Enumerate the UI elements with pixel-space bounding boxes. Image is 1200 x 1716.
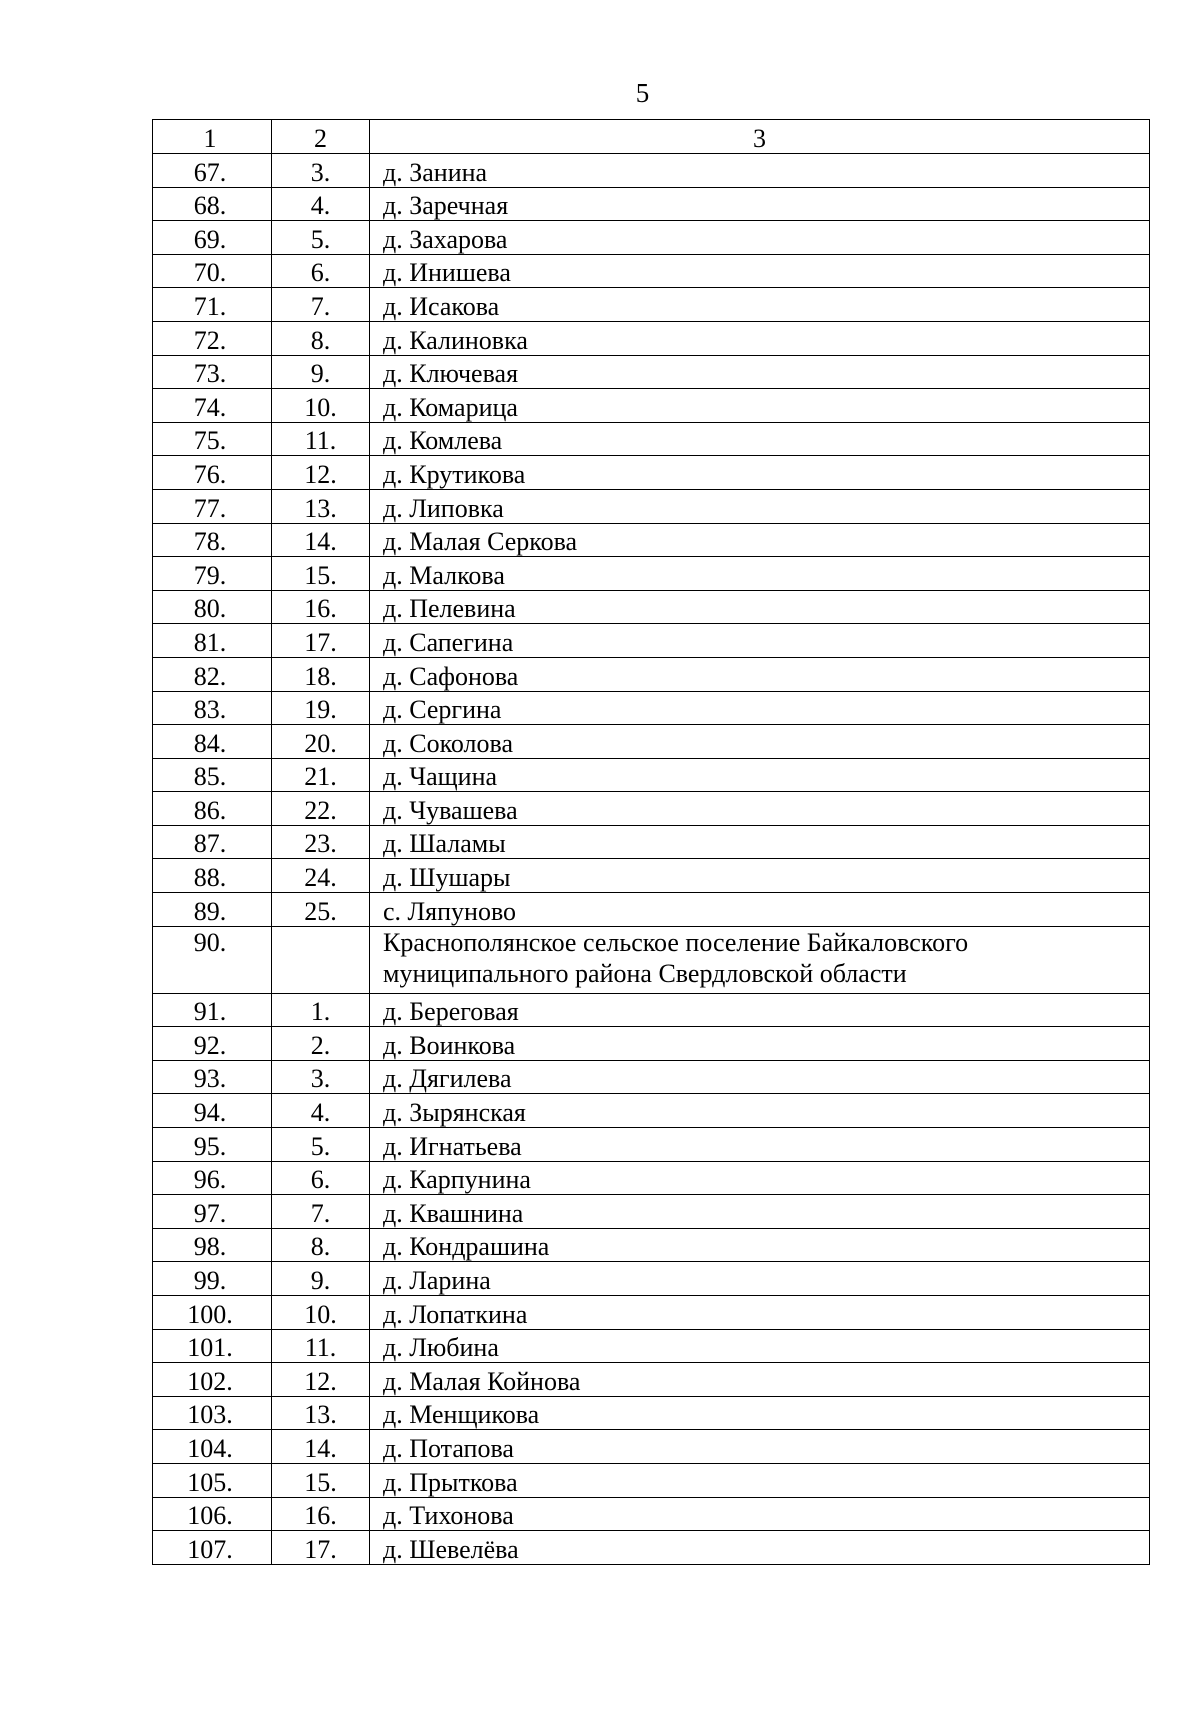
table-row <box>153 859 1150 893</box>
table-row <box>153 624 1150 658</box>
row-number-cell: 91. <box>153 993 272 1027</box>
sub-number-cell: 15. <box>272 1463 370 1497</box>
sub-number-cell: 3. <box>272 154 370 188</box>
sub-number-cell: 13. <box>272 1396 370 1430</box>
row-number-cell: 77. <box>153 489 272 523</box>
row-number-cell: 98. <box>153 1228 272 1262</box>
table-row <box>153 1161 1150 1195</box>
row-number-cell: 69. <box>153 221 272 255</box>
table-row <box>153 1296 1150 1330</box>
settlement-name-cell: д. Занина <box>370 154 1150 188</box>
settlement-name-cell: д. Инишева <box>370 254 1150 288</box>
table-row <box>153 1128 1150 1162</box>
row-number-cell: 67. <box>153 154 272 188</box>
sub-number-cell: 15. <box>272 557 370 591</box>
header-cell-2: 2 <box>272 120 370 154</box>
row-number-cell: 89. <box>153 893 272 927</box>
sub-number-cell: 7. <box>272 1195 370 1229</box>
sub-number-cell: 25. <box>272 893 370 927</box>
sub-number-cell: 20. <box>272 725 370 759</box>
sub-number-cell: 14. <box>272 523 370 557</box>
settlement-name-cell: д. Менщикова <box>370 1396 1150 1430</box>
table-row <box>153 725 1150 759</box>
sub-number-cell: 12. <box>272 456 370 490</box>
table-header-row <box>153 120 1150 154</box>
row-number-cell: 100. <box>153 1296 272 1330</box>
settlement-name-cell: д. Сафонова <box>370 657 1150 691</box>
table-row <box>153 590 1150 624</box>
table-row <box>153 893 1150 927</box>
settlement-name-cell: д. Малая Серкова <box>370 523 1150 557</box>
settlement-name-cell: д. Воинкова <box>370 1027 1150 1061</box>
sub-number-cell: 8. <box>272 1228 370 1262</box>
sub-number-cell: 9. <box>272 355 370 389</box>
row-number-cell: 95. <box>153 1128 272 1162</box>
row-number-cell: 73. <box>153 355 272 389</box>
settlement-name-cell: д. Крутикова <box>370 456 1150 490</box>
row-number-cell: 102. <box>153 1363 272 1397</box>
sub-number-cell: 4. <box>272 1094 370 1128</box>
sub-number-cell: 19. <box>272 691 370 725</box>
table-row <box>153 1094 1150 1128</box>
sub-number-cell: 12. <box>272 1363 370 1397</box>
settlement-name-cell: д. Пелевина <box>370 590 1150 624</box>
sub-number-cell: 16. <box>272 1497 370 1531</box>
table-row <box>153 221 1150 255</box>
row-number-cell: 86. <box>153 792 272 826</box>
table-row <box>153 1531 1150 1565</box>
settlement-name-cell: д. Исакова <box>370 288 1150 322</box>
row-number-cell: 94. <box>153 1094 272 1128</box>
settlement-name-cell: д. Потапова <box>370 1430 1150 1464</box>
table-row <box>153 993 1150 1027</box>
sub-number-cell: 6. <box>272 1161 370 1195</box>
row-number-cell: 83. <box>153 691 272 725</box>
row-number-cell: 103. <box>153 1396 272 1430</box>
settlement-name-cell: д. Кондрашина <box>370 1228 1150 1262</box>
row-number-cell: 105. <box>153 1463 272 1497</box>
table-row <box>153 557 1150 591</box>
settlement-name-cell: д. Комарица <box>370 389 1150 423</box>
settlement-name-cell: д. Карпунина <box>370 1161 1150 1195</box>
row-number-cell: 68. <box>153 187 272 221</box>
table-row <box>153 1262 1150 1296</box>
sub-number-cell <box>272 926 370 993</box>
row-number-cell: 70. <box>153 254 272 288</box>
row-number-cell: 104. <box>153 1430 272 1464</box>
row-number-cell: 84. <box>153 725 272 759</box>
table-row <box>153 523 1150 557</box>
row-number-cell: 72. <box>153 321 272 355</box>
sub-number-cell: 7. <box>272 288 370 322</box>
row-number-cell: 87. <box>153 825 272 859</box>
settlement-name-cell: д. Комлева <box>370 422 1150 456</box>
sub-number-cell: 5. <box>272 1128 370 1162</box>
table-row <box>153 489 1150 523</box>
table-row <box>153 792 1150 826</box>
table-row <box>153 1363 1150 1397</box>
row-number-cell: 96. <box>153 1161 272 1195</box>
settlement-name-cell: д. Ларина <box>370 1262 1150 1296</box>
settlement-name-cell: д. Лопаткина <box>370 1296 1150 1330</box>
sub-number-cell: 21. <box>272 758 370 792</box>
row-number-cell: 71. <box>153 288 272 322</box>
sub-number-cell: 10. <box>272 389 370 423</box>
table-row <box>153 422 1150 456</box>
row-number-cell: 107. <box>153 1531 272 1565</box>
settlement-name-cell: д. Соколова <box>370 725 1150 759</box>
sub-number-cell: 18. <box>272 657 370 691</box>
settlement-name-cell: с. Ляпуново <box>370 893 1150 927</box>
table-row <box>153 288 1150 322</box>
table-row <box>153 691 1150 725</box>
sub-number-cell: 14. <box>272 1430 370 1464</box>
sub-number-cell: 3. <box>272 1060 370 1094</box>
settlement-name-cell: д. Заречная <box>370 187 1150 221</box>
header-cell-1: 1 <box>153 120 272 154</box>
table-row <box>153 154 1150 188</box>
settlements-table <box>152 119 1150 1565</box>
settlement-name-cell: д. Шевелёва <box>370 1531 1150 1565</box>
table-row <box>153 1195 1150 1229</box>
table-row <box>153 389 1150 423</box>
row-number-cell: 81. <box>153 624 272 658</box>
settlement-name-cell: д. Калиновка <box>370 321 1150 355</box>
row-number-cell: 79. <box>153 557 272 591</box>
table-row <box>153 187 1150 221</box>
row-number-cell: 80. <box>153 590 272 624</box>
settlement-name-cell: д. Малая Койнова <box>370 1363 1150 1397</box>
settlement-name-cell: д. Захарова <box>370 221 1150 255</box>
table-row <box>153 1463 1150 1497</box>
settlement-name-cell: Краснополянское сельское поселение Байкаловского муниципального района Свердловской области <box>370 926 1150 993</box>
sub-number-cell: 17. <box>272 1531 370 1565</box>
table-row <box>153 825 1150 859</box>
table-row <box>153 321 1150 355</box>
table-row <box>153 254 1150 288</box>
table-row <box>153 758 1150 792</box>
table-row <box>153 1060 1150 1094</box>
row-number-cell: 85. <box>153 758 272 792</box>
settlement-name-cell: д. Прыткова <box>370 1463 1150 1497</box>
settlement-name-cell: д. Тихонова <box>370 1497 1150 1531</box>
settlement-name-cell: д. Сапегина <box>370 624 1150 658</box>
sub-number-cell: 24. <box>272 859 370 893</box>
table-row <box>153 456 1150 490</box>
settlement-name-cell: д. Чащина <box>370 758 1150 792</box>
table-row <box>153 1228 1150 1262</box>
row-number-cell: 93. <box>153 1060 272 1094</box>
table-row <box>153 657 1150 691</box>
settlement-name-cell: д. Квашнина <box>370 1195 1150 1229</box>
sub-number-cell: 11. <box>272 422 370 456</box>
settlement-name-cell: д. Дягилева <box>370 1060 1150 1094</box>
row-number-cell: 78. <box>153 523 272 557</box>
table-row <box>153 926 1150 993</box>
table-row <box>153 1027 1150 1061</box>
page-number: 5 <box>635 78 650 108</box>
settlement-name-cell: д. Чувашева <box>370 792 1150 826</box>
settlement-name-cell: д. Зырянская <box>370 1094 1150 1128</box>
sub-number-cell: 9. <box>272 1262 370 1296</box>
row-number-cell: 92. <box>153 1027 272 1061</box>
sub-number-cell: 1. <box>272 993 370 1027</box>
row-number-cell: 99. <box>153 1262 272 1296</box>
sub-number-cell: 13. <box>272 489 370 523</box>
sub-number-cell: 23. <box>272 825 370 859</box>
row-number-cell: 106. <box>153 1497 272 1531</box>
sub-number-cell: 2. <box>272 1027 370 1061</box>
sub-number-cell: 22. <box>272 792 370 826</box>
settlement-name-cell: д. Береговая <box>370 993 1150 1027</box>
sub-number-cell: 4. <box>272 187 370 221</box>
sub-number-cell: 11. <box>272 1329 370 1363</box>
settlement-name-cell: д. Липовка <box>370 489 1150 523</box>
sub-number-cell: 16. <box>272 590 370 624</box>
settlement-name-cell: д. Ключевая <box>370 355 1150 389</box>
sub-number-cell: 8. <box>272 321 370 355</box>
row-number-cell: 76. <box>153 456 272 490</box>
row-number-cell: 88. <box>153 859 272 893</box>
settlement-name-cell: д. Сергина <box>370 691 1150 725</box>
sub-number-cell: 6. <box>272 254 370 288</box>
settlement-name-cell: д. Игнатьева <box>370 1128 1150 1162</box>
row-number-cell: 101. <box>153 1329 272 1363</box>
row-number-cell: 90. <box>153 926 272 993</box>
sub-number-cell: 17. <box>272 624 370 658</box>
row-number-cell: 74. <box>153 389 272 423</box>
row-number-cell: 82. <box>153 657 272 691</box>
row-number-cell: 97. <box>153 1195 272 1229</box>
sub-number-cell: 10. <box>272 1296 370 1330</box>
settlement-name-cell: д. Малкова <box>370 557 1150 591</box>
header-cell-3: 3 <box>370 120 1150 154</box>
table-row <box>153 1396 1150 1430</box>
sub-number-cell: 5. <box>272 221 370 255</box>
table-row <box>153 355 1150 389</box>
table-row <box>153 1430 1150 1464</box>
row-number-cell: 75. <box>153 422 272 456</box>
settlement-name-cell: д. Любина <box>370 1329 1150 1363</box>
table-row <box>153 1497 1150 1531</box>
settlement-name-cell: д. Шаламы <box>370 825 1150 859</box>
table-row <box>153 1329 1150 1363</box>
settlement-name-cell: д. Шушары <box>370 859 1150 893</box>
